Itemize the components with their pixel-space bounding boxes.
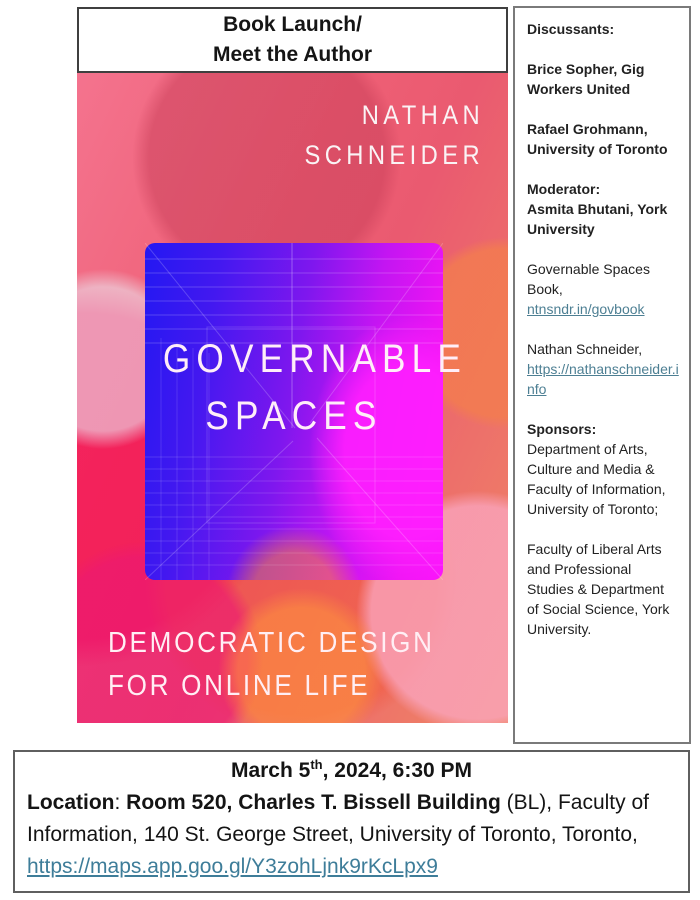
sponsor-2: Faculty of Liberal Arts and Professional Studies & Department of Social Science, York University. — [527, 541, 670, 637]
flyer-title-box — [77, 7, 508, 73]
moderator-label: Moderator: — [527, 181, 601, 197]
discussant-2: Rafael Grohmann, University of Toronto — [527, 121, 668, 157]
book-line: Governable Spaces Book, — [527, 261, 650, 297]
book-link[interactable]: ntnsndr.in/govbook — [527, 301, 645, 317]
moderator-name: Asmita Bhutani, York University — [527, 201, 668, 237]
cover-subtitle-line2: FOR ONLINE LIFE — [108, 670, 371, 702]
event-date-rest: , 2024, 6:30 PM — [322, 759, 473, 782]
discussant-1: Brice Sopher, Gig Workers United — [527, 61, 645, 97]
event-date-ordinal: th — [310, 757, 323, 772]
book-cover-image — [77, 73, 508, 723]
discussants-label: Discussants: — [527, 21, 615, 37]
map-link[interactable]: https://maps.app.goo.gl/Y3zohLjnk9rKcLpx9 — [27, 855, 438, 878]
cover-author-line2: SCHNEIDER — [304, 140, 484, 170]
cover-wireframe-square — [145, 243, 468, 580]
sponsor-1: Department of Arts, Culture and Media & Faculty of Information, University of Toronto; — [527, 441, 666, 517]
date-location-box — [13, 750, 690, 893]
cover-subtitle — [108, 622, 435, 708]
location-building: Room 520, Charles T. Bissell Building — [126, 791, 501, 814]
event-date-main: March 5 — [230, 759, 311, 782]
cover-author-name — [304, 95, 484, 175]
flyer-title-line1: Book Launch/ — [223, 13, 362, 36]
sponsors-label: Sponsors: — [527, 421, 597, 437]
event-location — [27, 787, 676, 883]
cover-title-line2: SPACES — [205, 394, 383, 438]
cover-author-line1: NATHAN — [361, 100, 484, 130]
cover-subtitle-line1: DEMOCRATIC DESIGN — [108, 627, 435, 659]
cover-book-title — [162, 331, 468, 445]
event-details-sidebar — [513, 6, 691, 744]
location-label: Location — [27, 791, 115, 814]
location-address: (BL), Faculty of Information, 140 St. George Street, University of Toronto, Toronto, — [27, 791, 649, 846]
author-website-link[interactable]: https://nathanschneider.info — [527, 361, 679, 397]
location-colon: : — [114, 791, 127, 814]
author-line: Nathan Schneider, — [527, 341, 643, 357]
event-date — [27, 755, 676, 787]
flyer-title-line2: Meet the Author — [212, 43, 373, 66]
cover-title-line1: GOVERNABLE — [162, 337, 468, 381]
